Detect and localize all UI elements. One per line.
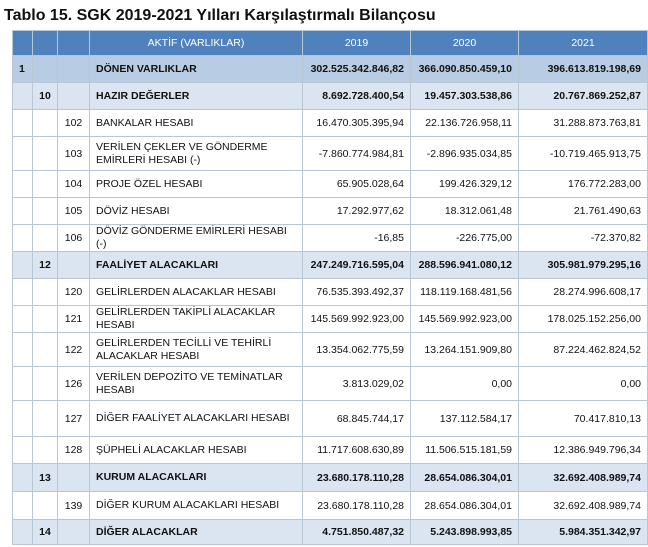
value-2019: 302.525.342.846,82 <box>303 56 411 83</box>
code-level3: 139 <box>58 492 90 520</box>
code-level3 <box>58 83 90 110</box>
code-level1: 1 <box>13 56 33 83</box>
value-2019: 16.470.305.395,94 <box>303 110 411 137</box>
value-2020: 18.312.061,48 <box>411 198 519 225</box>
value-2019: -16,85 <box>303 225 411 252</box>
code-level2: 12 <box>33 252 58 279</box>
value-2021: 87.224.462.824,52 <box>519 333 648 367</box>
code-level3: 106 <box>58 225 90 252</box>
code-level2 <box>33 367 58 401</box>
header-aktif: AKTİF (VARLIKLAR) <box>90 31 303 56</box>
code-level3: 122 <box>58 333 90 367</box>
value-2019: 23.680.178.110,28 <box>303 464 411 492</box>
code-level3 <box>58 56 90 83</box>
account-name: GELİRLERDEN ALACAKLAR HESABI <box>90 279 303 306</box>
account-name: BANKALAR HESABI <box>90 110 303 137</box>
value-2019: 68.845.744,17 <box>303 401 411 437</box>
header-spacer <box>13 31 33 56</box>
table-row <box>13 252 648 279</box>
value-2019: 17.292.977,62 <box>303 198 411 225</box>
code-level1 <box>13 279 33 306</box>
value-2019: 11.717.608.630,89 <box>303 437 411 464</box>
code-level1 <box>13 83 33 110</box>
account-name: VERİLEN ÇEKLER VE GÖNDERME EMİRLERİ HESABI (-) <box>90 137 303 171</box>
code-level1 <box>13 437 33 464</box>
account-name: PROJE ÖZEL HESABI <box>90 171 303 198</box>
value-2020: -2.896.935.034,85 <box>411 137 519 171</box>
account-name: FAALİYET ALACAKLARI <box>90 252 303 279</box>
account-name: DÖVİZ HESABI <box>90 198 303 225</box>
value-2019: 247.249.716.595,04 <box>303 252 411 279</box>
code-level1 <box>13 401 33 437</box>
code-level3: 103 <box>58 137 90 171</box>
code-level3: 128 <box>58 437 90 464</box>
code-level1 <box>13 110 33 137</box>
table-row <box>13 56 648 83</box>
value-2020: 118.119.168.481,56 <box>411 279 519 306</box>
value-2020: 13.264.151.909,80 <box>411 333 519 367</box>
value-2021: 305.981.979.295,16 <box>519 252 648 279</box>
header-spacer <box>58 31 90 56</box>
account-name: KURUM ALACAKLARI <box>90 464 303 492</box>
code-level1 <box>13 225 33 252</box>
code-level1 <box>13 492 33 520</box>
code-level2 <box>33 225 58 252</box>
code-level1 <box>13 464 33 492</box>
value-2019: 65.905.028,64 <box>303 171 411 198</box>
table-row <box>13 367 648 401</box>
code-level2: 10 <box>33 83 58 110</box>
account-name: DİĞER ALACAKLAR <box>90 520 303 545</box>
code-level1 <box>13 367 33 401</box>
table-header-row <box>13 31 648 56</box>
table-body <box>13 56 648 545</box>
value-2021: 176.772.283,00 <box>519 171 648 198</box>
header-2020: 2020 <box>411 31 519 56</box>
table-row <box>13 520 648 545</box>
value-2021: 32.692.408.989,74 <box>519 492 648 520</box>
table-row <box>13 401 648 437</box>
code-level2: 13 <box>33 464 58 492</box>
code-level3: 120 <box>58 279 90 306</box>
code-level1 <box>13 171 33 198</box>
value-2021: 12.386.949.796,34 <box>519 437 648 464</box>
table-row <box>13 171 648 198</box>
value-2019: -7.860.774.984,81 <box>303 137 411 171</box>
table-row <box>13 198 648 225</box>
account-name: GELİRLERDEN TAKİPLİ ALACAKLAR HESABI <box>90 306 303 333</box>
code-level3: 126 <box>58 367 90 401</box>
account-name: ŞÜPHELİ ALACAKLAR HESABI <box>90 437 303 464</box>
value-2019: 76.535.393.492,37 <box>303 279 411 306</box>
value-2019: 13.354.062.775,59 <box>303 333 411 367</box>
code-level3: 121 <box>58 306 90 333</box>
code-level2 <box>33 306 58 333</box>
value-2020: 199.426.329,12 <box>411 171 519 198</box>
table-row <box>13 279 648 306</box>
code-level2 <box>33 279 58 306</box>
value-2019: 8.692.728.400,54 <box>303 83 411 110</box>
value-2020: 22.136.726.958,11 <box>411 110 519 137</box>
code-level2 <box>33 492 58 520</box>
code-level2 <box>33 401 58 437</box>
code-level3 <box>58 252 90 279</box>
value-2021: -72.370,82 <box>519 225 648 252</box>
value-2021: 5.984.351.342,97 <box>519 520 648 545</box>
table-row <box>13 464 648 492</box>
table-title: Tablo 15. SGK 2019-2021 Yılları Karşılaştırmalı Bilançosu <box>4 7 436 24</box>
value-2020: 288.596.941.080,12 <box>411 252 519 279</box>
value-2020: 5.243.898.993,85 <box>411 520 519 545</box>
account-name: HAZIR DEĞERLER <box>90 83 303 110</box>
header-spacer <box>33 31 58 56</box>
code-level1 <box>13 137 33 171</box>
code-level2 <box>33 137 58 171</box>
table-row <box>13 492 648 520</box>
value-2021: 396.613.819.198,69 <box>519 56 648 83</box>
value-2020: -226.775,00 <box>411 225 519 252</box>
value-2020: 28.654.086.304,01 <box>411 492 519 520</box>
code-level2 <box>33 333 58 367</box>
value-2019: 23.680.178.110,28 <box>303 492 411 520</box>
account-name: DÖVİZ GÖNDERME EMİRLERİ HESABI (-) <box>90 225 303 252</box>
code-level3 <box>58 464 90 492</box>
value-2019: 4.751.850.487,32 <box>303 520 411 545</box>
value-2021: 32.692.408.989,74 <box>519 464 648 492</box>
value-2020: 366.090.850.459,10 <box>411 56 519 83</box>
table-row <box>13 137 648 171</box>
account-name: DÖNEN VARLIKLAR <box>90 56 303 83</box>
value-2021: 28.274.996.608,17 <box>519 279 648 306</box>
value-2021: 178.025.152.256,00 <box>519 306 648 333</box>
value-2021: 31.288.873.763,81 <box>519 110 648 137</box>
table-row <box>13 437 648 464</box>
balance-sheet-table <box>12 30 648 545</box>
value-2021: 70.417.810,13 <box>519 401 648 437</box>
table-row <box>13 83 648 110</box>
value-2020: 145.569.992.923,00 <box>411 306 519 333</box>
value-2021: 0,00 <box>519 367 648 401</box>
account-name: DİĞER KURUM ALACAKLARI HESABI <box>90 492 303 520</box>
code-level2 <box>33 56 58 83</box>
code-level1 <box>13 333 33 367</box>
code-level3: 104 <box>58 171 90 198</box>
code-level2 <box>33 110 58 137</box>
table-row <box>13 225 648 252</box>
header-2021: 2021 <box>519 31 648 56</box>
table-row <box>13 333 648 367</box>
code-level1 <box>13 252 33 279</box>
code-level1 <box>13 520 33 545</box>
value-2020: 11.506.515.181,59 <box>411 437 519 464</box>
code-level2 <box>33 198 58 225</box>
code-level2: 14 <box>33 520 58 545</box>
value-2020: 19.457.303.538,86 <box>411 83 519 110</box>
code-level3: 102 <box>58 110 90 137</box>
account-name: VERİLEN DEPOZİTO VE TEMİNATLAR HESABI <box>90 367 303 401</box>
account-name: GELİRLERDEN TECİLLİ VE TEHİRLİ ALACAKLAR HESABI <box>90 333 303 367</box>
table-row <box>13 306 648 333</box>
code-level3: 127 <box>58 401 90 437</box>
code-level1 <box>13 198 33 225</box>
code-level2 <box>33 171 58 198</box>
value-2020: 28.654.086.304,01 <box>411 464 519 492</box>
code-level2 <box>33 437 58 464</box>
value-2019: 145.569.992.923,00 <box>303 306 411 333</box>
table-row <box>13 110 648 137</box>
code-level1 <box>13 306 33 333</box>
value-2019: 3.813.029,02 <box>303 367 411 401</box>
value-2021: 20.767.869.252,87 <box>519 83 648 110</box>
value-2020: 0,00 <box>411 367 519 401</box>
value-2021: -10.719.465.913,75 <box>519 137 648 171</box>
code-level3 <box>58 520 90 545</box>
account-name: DİĞER FAALİYET ALACAKLARI HESABI <box>90 401 303 437</box>
value-2020: 137.112.584,17 <box>411 401 519 437</box>
header-2019: 2019 <box>303 31 411 56</box>
value-2021: 21.761.490,63 <box>519 198 648 225</box>
code-level3: 105 <box>58 198 90 225</box>
